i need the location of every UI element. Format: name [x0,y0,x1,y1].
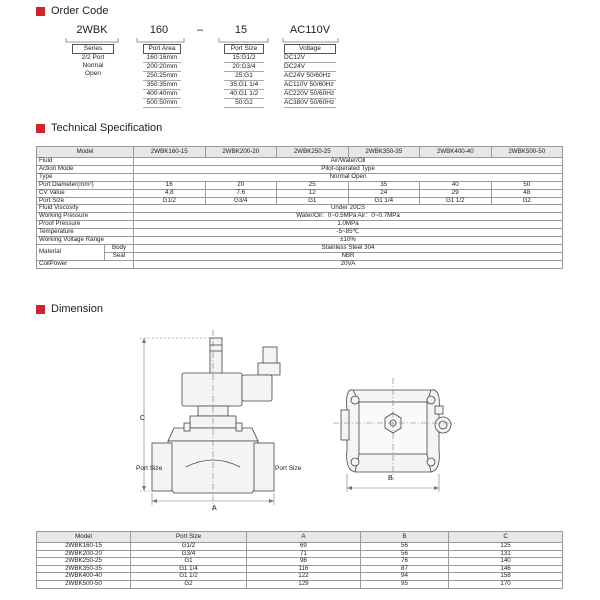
tech-spec-table [36,146,563,269]
dimension-title: Dimension [36,303,103,315]
dim-label-a: A [212,505,217,512]
table-row: 2WBK500-50 G2 129 95 170 [37,580,563,588]
code-dash: – [196,24,204,36]
section-marker-icon [36,124,45,133]
spec-row-fluid-viscosity: Fluid Viscosity Under 20CS [37,205,563,213]
port-size-box: Port Size 15:G1/2 20:G3/4 25:G1 35:G1 1/4 40:G1 1/2 50:G2 [224,44,264,108]
table-row: 2WBK200-20 G3/4 71 56 131 [37,550,563,558]
spec-row-type: Type Normal Open [37,173,563,181]
table-row: 2WBK400-40 G1 1/2 122 94 158 [37,573,563,581]
table-row: 2WBK160-15 G1/2 69 56 125 [37,543,563,551]
table-row: 2WBK250-25 G1 98 76 140 [37,558,563,566]
spec-row-coil-power: CoilPower 20VA [37,260,563,268]
spec-row-material-seal: Seal NBR [37,252,563,260]
voltage-box: Voltage DC12V DC24V AC24V 50/60Hz AC110V 50/60Hz AC220V 50/60Hz AC380V 50/60Hz [284,45,335,106]
code-series: 2WBK [76,24,108,36]
tech-spec-title: Technical Specification [36,122,162,134]
dim-label-b: B [388,475,393,482]
port-size-label-right: Port Size [275,465,302,472]
dimension-table [36,531,563,589]
code-port-size: 15 [234,24,248,36]
table-row: 2WBK350-35 G1 1/4 116 87 146 [37,565,563,573]
spec-row-temperature: Temperature -5~85℃ [37,229,563,237]
port-area-box: Port Area 160:16mm 200:20mm 250:25mm 350:35mm 400:40mm 500:50mm [143,44,181,108]
dim-label-c: C [140,415,146,422]
spec-row-material-body: Material Body Stainless Steel 304 [37,244,563,252]
spec-row-port-diameter: Port Diameter(mm²) 16 20 25 35 40 50 [37,181,563,189]
spec-row-port-size: Port Size G1/2 G3/4 G1 G1 1/4 G1 1/2 G2 [37,197,563,205]
code-voltage: AC110V [289,24,331,36]
spec-row-working-voltage: Working Voltage Range ±10% [37,237,563,245]
code-port-area: 160 [149,24,169,36]
spec-row-working-pressure: Working Pressure Water/Oil：0~0.5MPa Air：0~0.7MPa [37,213,563,221]
spec-row-action-mode: Action Mode Pilot-operated Type [37,165,563,173]
section-marker-icon [36,305,45,314]
spec-row-proof-pressure: Proof Pressure 1.0MPa [37,221,563,229]
valve-front-view-drawing [130,325,315,515]
dim-header-row: Model Port Size A B C [37,532,563,543]
spec-row-cv-value: CV Value 4.8 7.6 12 24 29 48 [37,189,563,197]
spec-header-row: Model 2WBK160-15 2WBK200-20 2WBK250-25 2WBK350-35 2WBK400-40 2WBK500-50 [37,147,563,158]
spec-row-fluid: Fluid Air/Water/Oil [37,158,563,166]
series-box: Series 2/2 Port Normal Open [72,44,114,78]
order-code-title: Order Code [36,5,108,17]
port-size-label-left: Port Size [136,465,163,472]
